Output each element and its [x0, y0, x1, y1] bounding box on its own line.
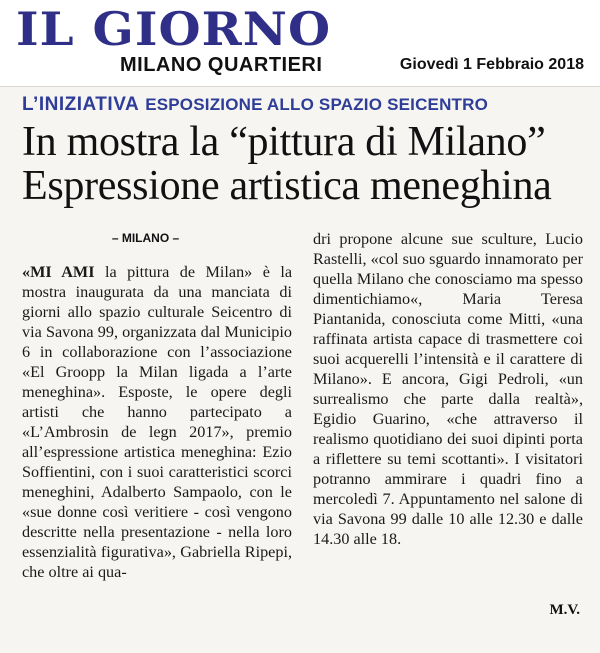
author-signature: M.V.: [549, 602, 580, 618]
byline: – MILANO –: [111, 231, 180, 245]
headline-line-2: Espressione artistica meneghina: [22, 163, 552, 209]
article-column-left: [22, 262, 292, 582]
kicker-text: ESPOSIZIONE ALLO SPAZIO SEICENTRO: [145, 95, 489, 114]
body-text-left: la pittura de Milan» è la mostra inaugurata da una manciata di giorni allo spazio culturale Seicentro di via Savona 99, organizzata dal Municipio 6 in collaborazione con l’associazione «El Groopp la Milan ligada a l’arte meneghina». Esposte, le opere degli artisti che hanno partecipato a «L’Ambrosin de legn 2017», premio all’espressione artistica meneghina: Ezio Soffientini, con i suoi caratteristici scorci meneghini, Adalberto Sampaolo, con le «sue donne così veritiere - così vengono descritte nella presentazione - nella loro essenzialità figurativa», Gabriella Ripepi, che oltre ai qua-: [22, 263, 293, 581]
masthead: [0, 0, 600, 87]
article-paragraph-left: [22, 262, 292, 582]
newspaper-logo: IL GIORNO: [16, 2, 332, 56]
headline-line-1: In mostra la “pittura di Milano”: [22, 119, 546, 165]
article-headline: [22, 120, 582, 208]
body-text-right: dri propone alcune sue sculture, Lucio Rastelli, «col suo sguardo innamorato per quella Milano che conosciamo ma spesso dimentichiamo«, Maria Teresa Piantanida, conosciuta come Mitti, «una raffinata artista capace di trasmettere coi suoi acquerelli l’intensità e il carattere di Milano». E ancora, Gigi Pedroli, «un surrealismo che parte dalla realtà», Egidio Guarino, «che attraverso il realismo quotidiano dei suoi dipinti porta a riflettere su temi scottanti». I visitatori potranno ammirare i quadri fino a mercoledì 7. Appuntamento nel salone di via Savona 99 dalle 10 alle 12.30 e dalle 14.30 alle 18.: [313, 230, 583, 548]
article-kicker: [22, 94, 488, 116]
issue-date: Giovedì 1 Febbraio 2018: [399, 56, 584, 73]
article-column-right: [313, 229, 583, 549]
section-name: MILANO QUARTIERI: [120, 54, 323, 76]
lead-bold: «MI AMI: [22, 263, 95, 281]
kicker-tag: L’INIZIATIVA: [22, 94, 140, 115]
